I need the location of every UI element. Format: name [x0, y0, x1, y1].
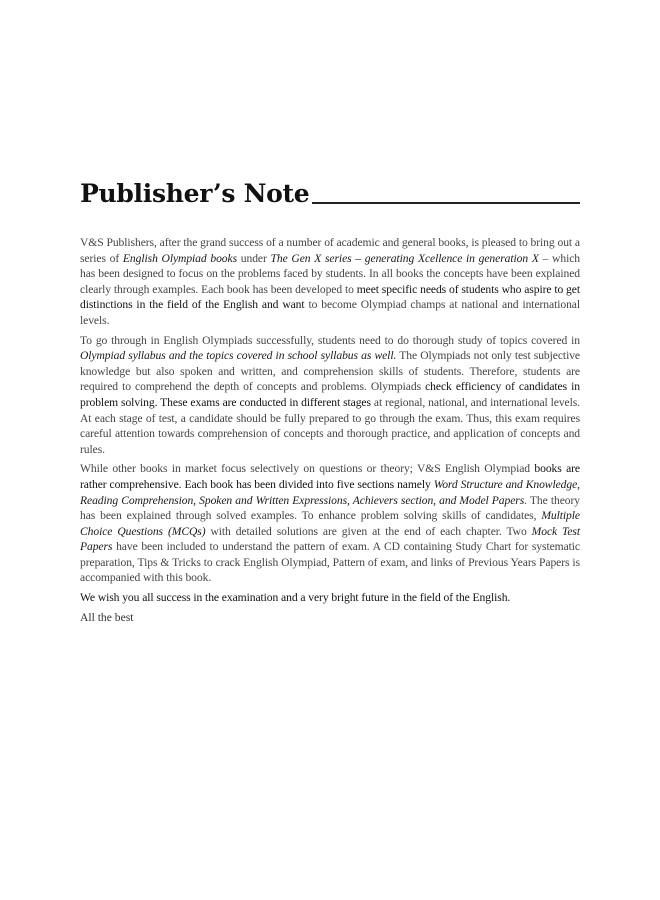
text-run: with detailed solutions are given at the end of each chapter. Two	[205, 524, 532, 538]
text-run: The Olympiads not only test subjective knowledge but also spoken and written, and comprehension skills of students. Therefore, students are required to comprehend the depth of concepts and problems. Olympiads	[80, 349, 580, 394]
paragraph-intro	[80, 235, 580, 329]
text-run: have been included to understand the pattern of exam. A CD containing Study Chart for systematic preparation, Tips & Tricks to crack English Olympiad, Pattern of exam, and links of Previous Years Papers is accompanied with this book.	[80, 540, 580, 585]
text-run: Word Structure and Knowledge, Reading Comprehension, Spoken and Written Expressions, Achievers section, and Model Papers	[80, 477, 580, 507]
text-run: English Olympiad books	[122, 251, 238, 265]
paragraph-book-features	[80, 461, 580, 586]
page-title: Publisher’s Note	[80, 179, 310, 208]
text-run: V&S Publishers, after the grand success of a number of academic and general books, is pleased to bring out a series of	[80, 236, 580, 265]
text-run: – which has been designed to focus on the problems faced by students. In all books the concepts have been explained clearly through examples. Each book has been developed to	[80, 251, 580, 296]
text-run: Mock Test Papers	[80, 524, 580, 554]
closing-wish: We wish you all success in the examination and a very bright future in the field of the English.	[80, 591, 511, 605]
text-run: to become Olympiad champs at national and international levels.	[80, 298, 581, 327]
text-run: To go through in English Olympiads successfully, students need to do thorough study of topics covered in	[80, 333, 580, 347]
text-run: books are rather comprehensive. Each book has been divided into five sections namely	[80, 462, 580, 491]
title-underline	[312, 202, 580, 204]
paragraph-olympiad-study	[80, 333, 580, 458]
text-run: under	[237, 251, 271, 265]
text-run: meet specific needs of students who aspire to get distinctions in the field of the English and want	[80, 282, 580, 312]
closing-signoff: All the best	[80, 610, 134, 624]
text-run: Olympiad syllabus and the topics covered in school syllabus as well.	[80, 349, 397, 363]
text-run: . The theory has been explained through solved examples. To enhance problem solving skills of candidates,	[80, 493, 580, 523]
heading-row	[80, 180, 580, 208]
publishers-note-body	[80, 235, 580, 625]
text-run: check efficiency of candidates in problem solving. These exams are conducted in different stages	[80, 380, 580, 409]
text-run: While other books in market focus selectively on questions or theory; V&S English Olympiad	[80, 462, 535, 476]
text-run: Multiple Choice Questions (MCQs)	[80, 509, 580, 538]
text-run: at regional, national, and international levels. At each stage of test, a candidate should be fully prepared to go through the exam. Thus, this exam requires careful attention towards comprehension of concepts and thorough practice, and application of concepts and rules.	[80, 395, 580, 456]
text-run: The Gen X series – generating Xcellence in generation X	[270, 251, 539, 265]
